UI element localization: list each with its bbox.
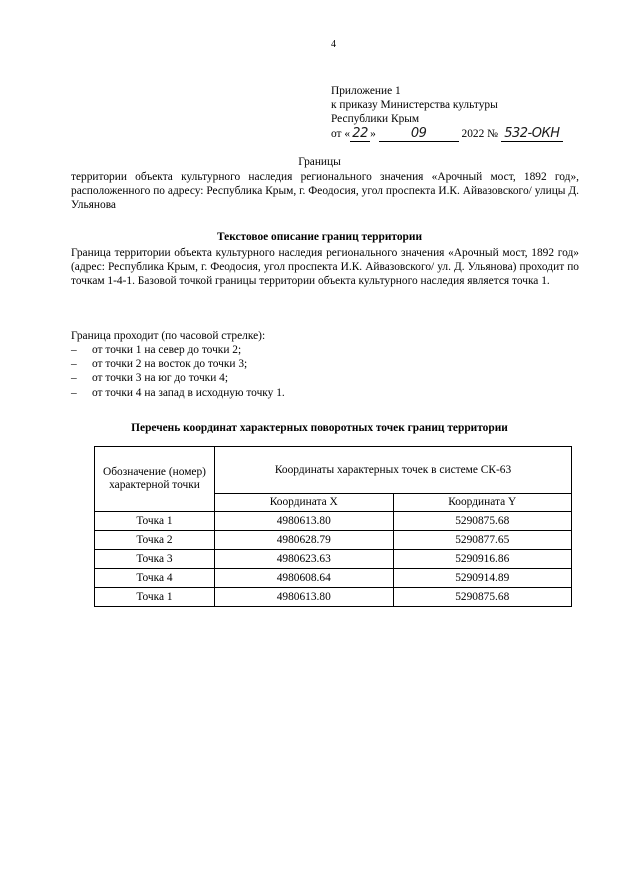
page-number: 4 xyxy=(331,39,336,50)
cell-x: 4980628.79 xyxy=(215,531,394,550)
table-row xyxy=(95,550,572,569)
boundary-description: Граница территории объекта культурного наследия регионального значения «Арочный мост, 1892 год» (адрес: Республика Крым, г. Феодосия, угол проспекта И.К. Айвазовского/ ул. Д. Ульянова) проходит по точкам 1-4-1. Базовой точкой границы территории объекта культурного наследия является точка 1. xyxy=(71,247,579,287)
list-dash: – xyxy=(71,386,77,399)
document-subtitle: территории объекта культурного наследия регионального значения «Арочный мост, 1892 год», расположенного по адресу: Республика Крым, г. Феодосия, угол проспекта И.К. Айвазовского/ улицы Д. Ульянова xyxy=(71,171,579,211)
cell-point: Точка 1 xyxy=(95,588,215,607)
list-dash: – xyxy=(71,344,77,356)
list-dash: – xyxy=(71,372,77,385)
cell-y: 5290875.68 xyxy=(393,588,572,607)
list-intro: Граница проходит (по часовой стрелке): xyxy=(71,330,266,342)
cell-point: Точка 2 xyxy=(95,531,215,550)
cell-point: Точка 4 xyxy=(95,569,215,588)
table-heading: Перечень координат характерных поворотных точек границ территории xyxy=(131,422,508,434)
appendix-block xyxy=(331,84,563,142)
coordinates-table xyxy=(94,446,572,607)
table-row xyxy=(95,569,572,588)
appendix-date-line xyxy=(331,127,563,142)
cell-x: 4980623.63 xyxy=(215,550,394,569)
table-row xyxy=(95,531,572,550)
header-designation: Обозначение (номер) характерной точки xyxy=(95,447,215,512)
table-row xyxy=(95,588,572,607)
cell-point: Точка 3 xyxy=(95,550,215,569)
order-number: 532-ОКН xyxy=(501,127,563,142)
section-heading: Текстовое описание границ территории xyxy=(216,231,423,243)
appendix-line-3: Республики Крым xyxy=(331,113,420,126)
date-mid: » xyxy=(370,127,376,140)
boundary-list xyxy=(71,343,285,400)
header-coordinates: Координаты характерных точек в системе СК-63 xyxy=(215,447,572,494)
date-prefix: от « xyxy=(331,127,351,140)
list-item: – от точки 2 на восток до точки 3; xyxy=(71,358,248,371)
header-x: Координата X xyxy=(215,494,394,512)
date-day: 22 xyxy=(350,127,370,142)
cell-y: 5290877.65 xyxy=(393,531,572,550)
list-item: – от точки 3 на юг до точки 4; xyxy=(71,372,229,385)
table-row xyxy=(95,512,572,531)
date-year: 2022 № xyxy=(461,127,498,140)
cell-x: 4980613.80 xyxy=(215,588,394,607)
cell-y: 5290914.89 xyxy=(393,569,572,588)
cell-point: Точка 1 xyxy=(95,512,215,531)
list-dash: – xyxy=(71,358,77,371)
cell-y: 5290875.68 xyxy=(393,512,572,531)
list-item: – от точки 1 на север до точки 2; xyxy=(71,344,242,356)
cell-x: 4980608.64 xyxy=(215,569,394,588)
document-title: Границы xyxy=(298,156,341,168)
header-y: Координата Y xyxy=(393,494,572,512)
appendix-line-2: к приказу Министерства культуры xyxy=(331,99,498,112)
date-month: 09 xyxy=(379,127,459,142)
cell-y: 5290916.86 xyxy=(393,550,572,569)
cell-x: 4980613.80 xyxy=(215,512,394,531)
appendix-line-1: Приложение 1 xyxy=(331,85,401,97)
list-item: – от точки 4 на запад в исходную точку 1. xyxy=(71,386,285,399)
